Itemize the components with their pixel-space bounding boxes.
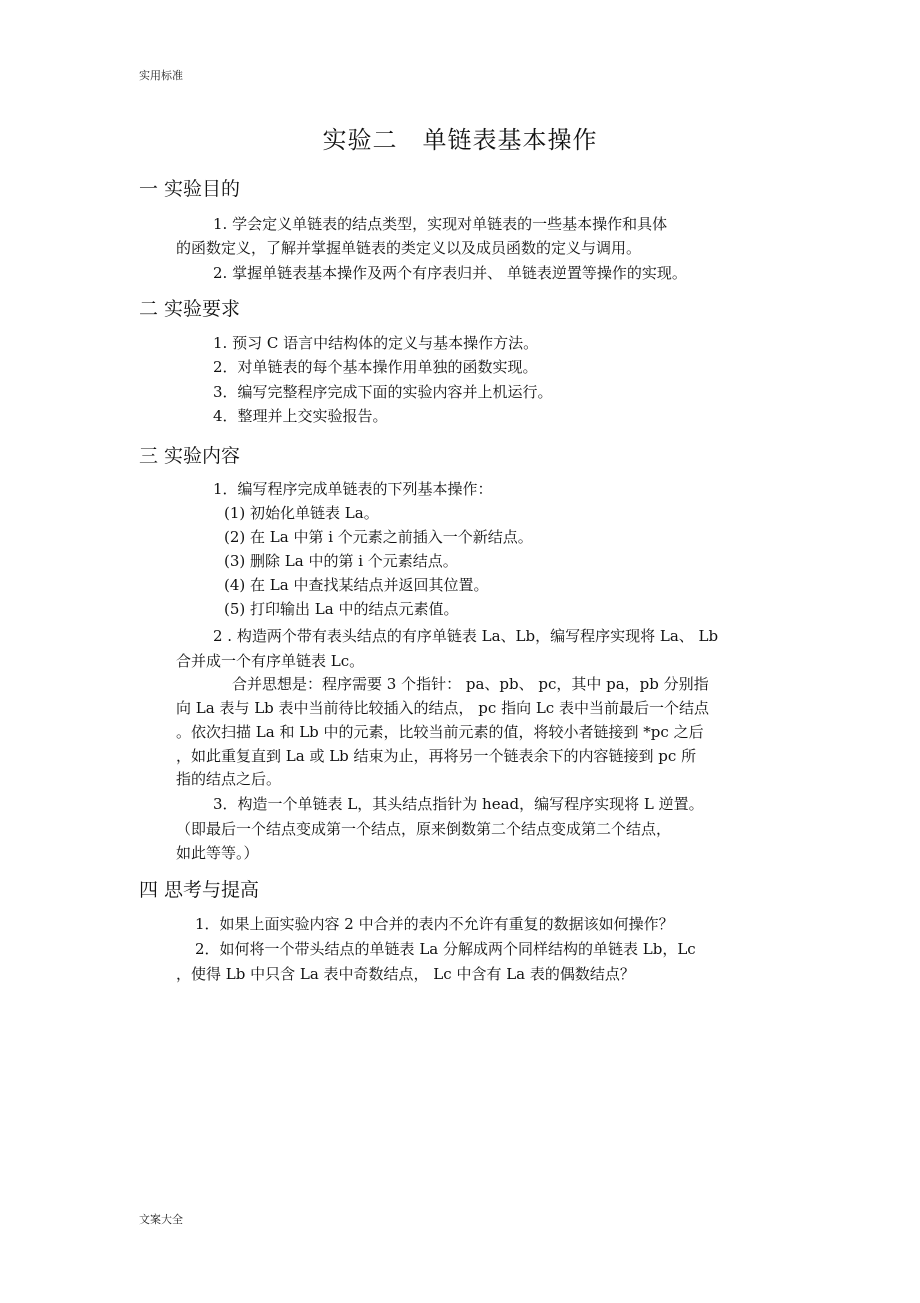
objective-line-2: 的函数定义，了解并掌握单链表的类定义以及成员函数的定义与调用。 xyxy=(176,239,642,257)
content-op-2: (2) 在 La 中第 i 个元素之前插入一个新结点。 xyxy=(224,528,533,546)
content-line-merge-4: 向 La 表与 Lb 表中当前待比较插入的结点， pc 指向 Lc 表中当前最后一个结点 xyxy=(176,699,709,717)
requirement-line-4: 4．整理并上交实验报告。 xyxy=(213,407,388,425)
requirement-line-1: 1. 预习 C 语言中结构体的定义与基本操作方法。 xyxy=(213,334,539,352)
requirement-line-2: 2．对单链表的每个基本操作用单独的函数实现。 xyxy=(213,358,538,376)
document-title: 实验二 单链表基本操作 xyxy=(322,126,598,154)
content-line-reverse-1: 3．构造一个单链表 L，其头结点指针为 head，编写程序实现将 L 逆置。 xyxy=(213,795,704,813)
content-op-4: (4) 在 La 中查找某结点并返回其位置。 xyxy=(224,576,489,594)
content-op-3: (3) 删除 La 中的第 i 个元素结点。 xyxy=(224,552,458,570)
page-footer: 文案大全 xyxy=(139,1213,183,1226)
content-op-1: (1) 初始化单链表 La。 xyxy=(224,504,379,522)
content-line-merge-3: 合并思想是：程序需要 3 个指针： pa、pb、 pc，其中 pa，pb 分别指 xyxy=(232,675,709,693)
page-header: 实用标准 xyxy=(139,69,183,82)
section-heading-objectives: 一 实验目的 xyxy=(139,178,241,200)
content-line-reverse-3: 如此等等。） xyxy=(176,844,259,862)
requirement-line-3: 3．编写完整程序完成下面的实验内容并上机运行。 xyxy=(213,383,553,401)
content-line-merge-5: 。依次扫描 La 和 Lb 中的元素，比较当前元素的值，将较小者链接到 *pc 之后 xyxy=(176,723,704,741)
content-line-reverse-2: （即最后一个结点变成第一个结点，原来倒数第二个结点变成第二个结点， xyxy=(176,820,672,838)
content-line-merge-6: ，如此重复直到 La 或 Lb 结束为止，再将另一个链表余下的内容链接到 pc 所 xyxy=(176,747,697,765)
thinking-line-1: 1．如果上面实验内容 2 中合并的表内不允许有重复的数据该如何操作？ xyxy=(195,915,674,933)
content-line-merge-7: 指的结点之后。 xyxy=(176,770,282,788)
thinking-line-3: ，使得 Lb 中只含 La 表中奇数结点， Lc 中含有 La 表的偶数结点？ xyxy=(176,965,635,983)
section-heading-requirements: 二 实验要求 xyxy=(139,298,241,320)
objective-line-1: 1. 学会定义单链表的结点类型，实现对单链表的一些基本操作和具体 xyxy=(213,215,668,233)
content-op-5: (5) 打印输出 La 中的结点元素值。 xyxy=(224,600,459,618)
objective-line-3: 2. 掌握单链表基本操作及两个有序表归并、 单链表逆置等操作的实现。 xyxy=(213,264,687,282)
section-heading-thinking: 四 思考与提高 xyxy=(139,879,260,901)
content-line-merge-1: 2 . 构造两个带有表头结点的有序单链表 La、Lb，编写程序实现将 La、 Lb xyxy=(213,627,719,645)
content-line-merge-2: 合并成一个有序单链表 Lc。 xyxy=(176,652,365,670)
section-heading-content: 三 实验内容 xyxy=(139,445,241,467)
thinking-line-2: 2．如何将一个带头结点的单链表 La 分解成两个同样结构的单链表 Lb，Lc xyxy=(195,940,696,958)
content-line-1: 1．编写程序完成单链表的下列基本操作： xyxy=(213,480,493,498)
